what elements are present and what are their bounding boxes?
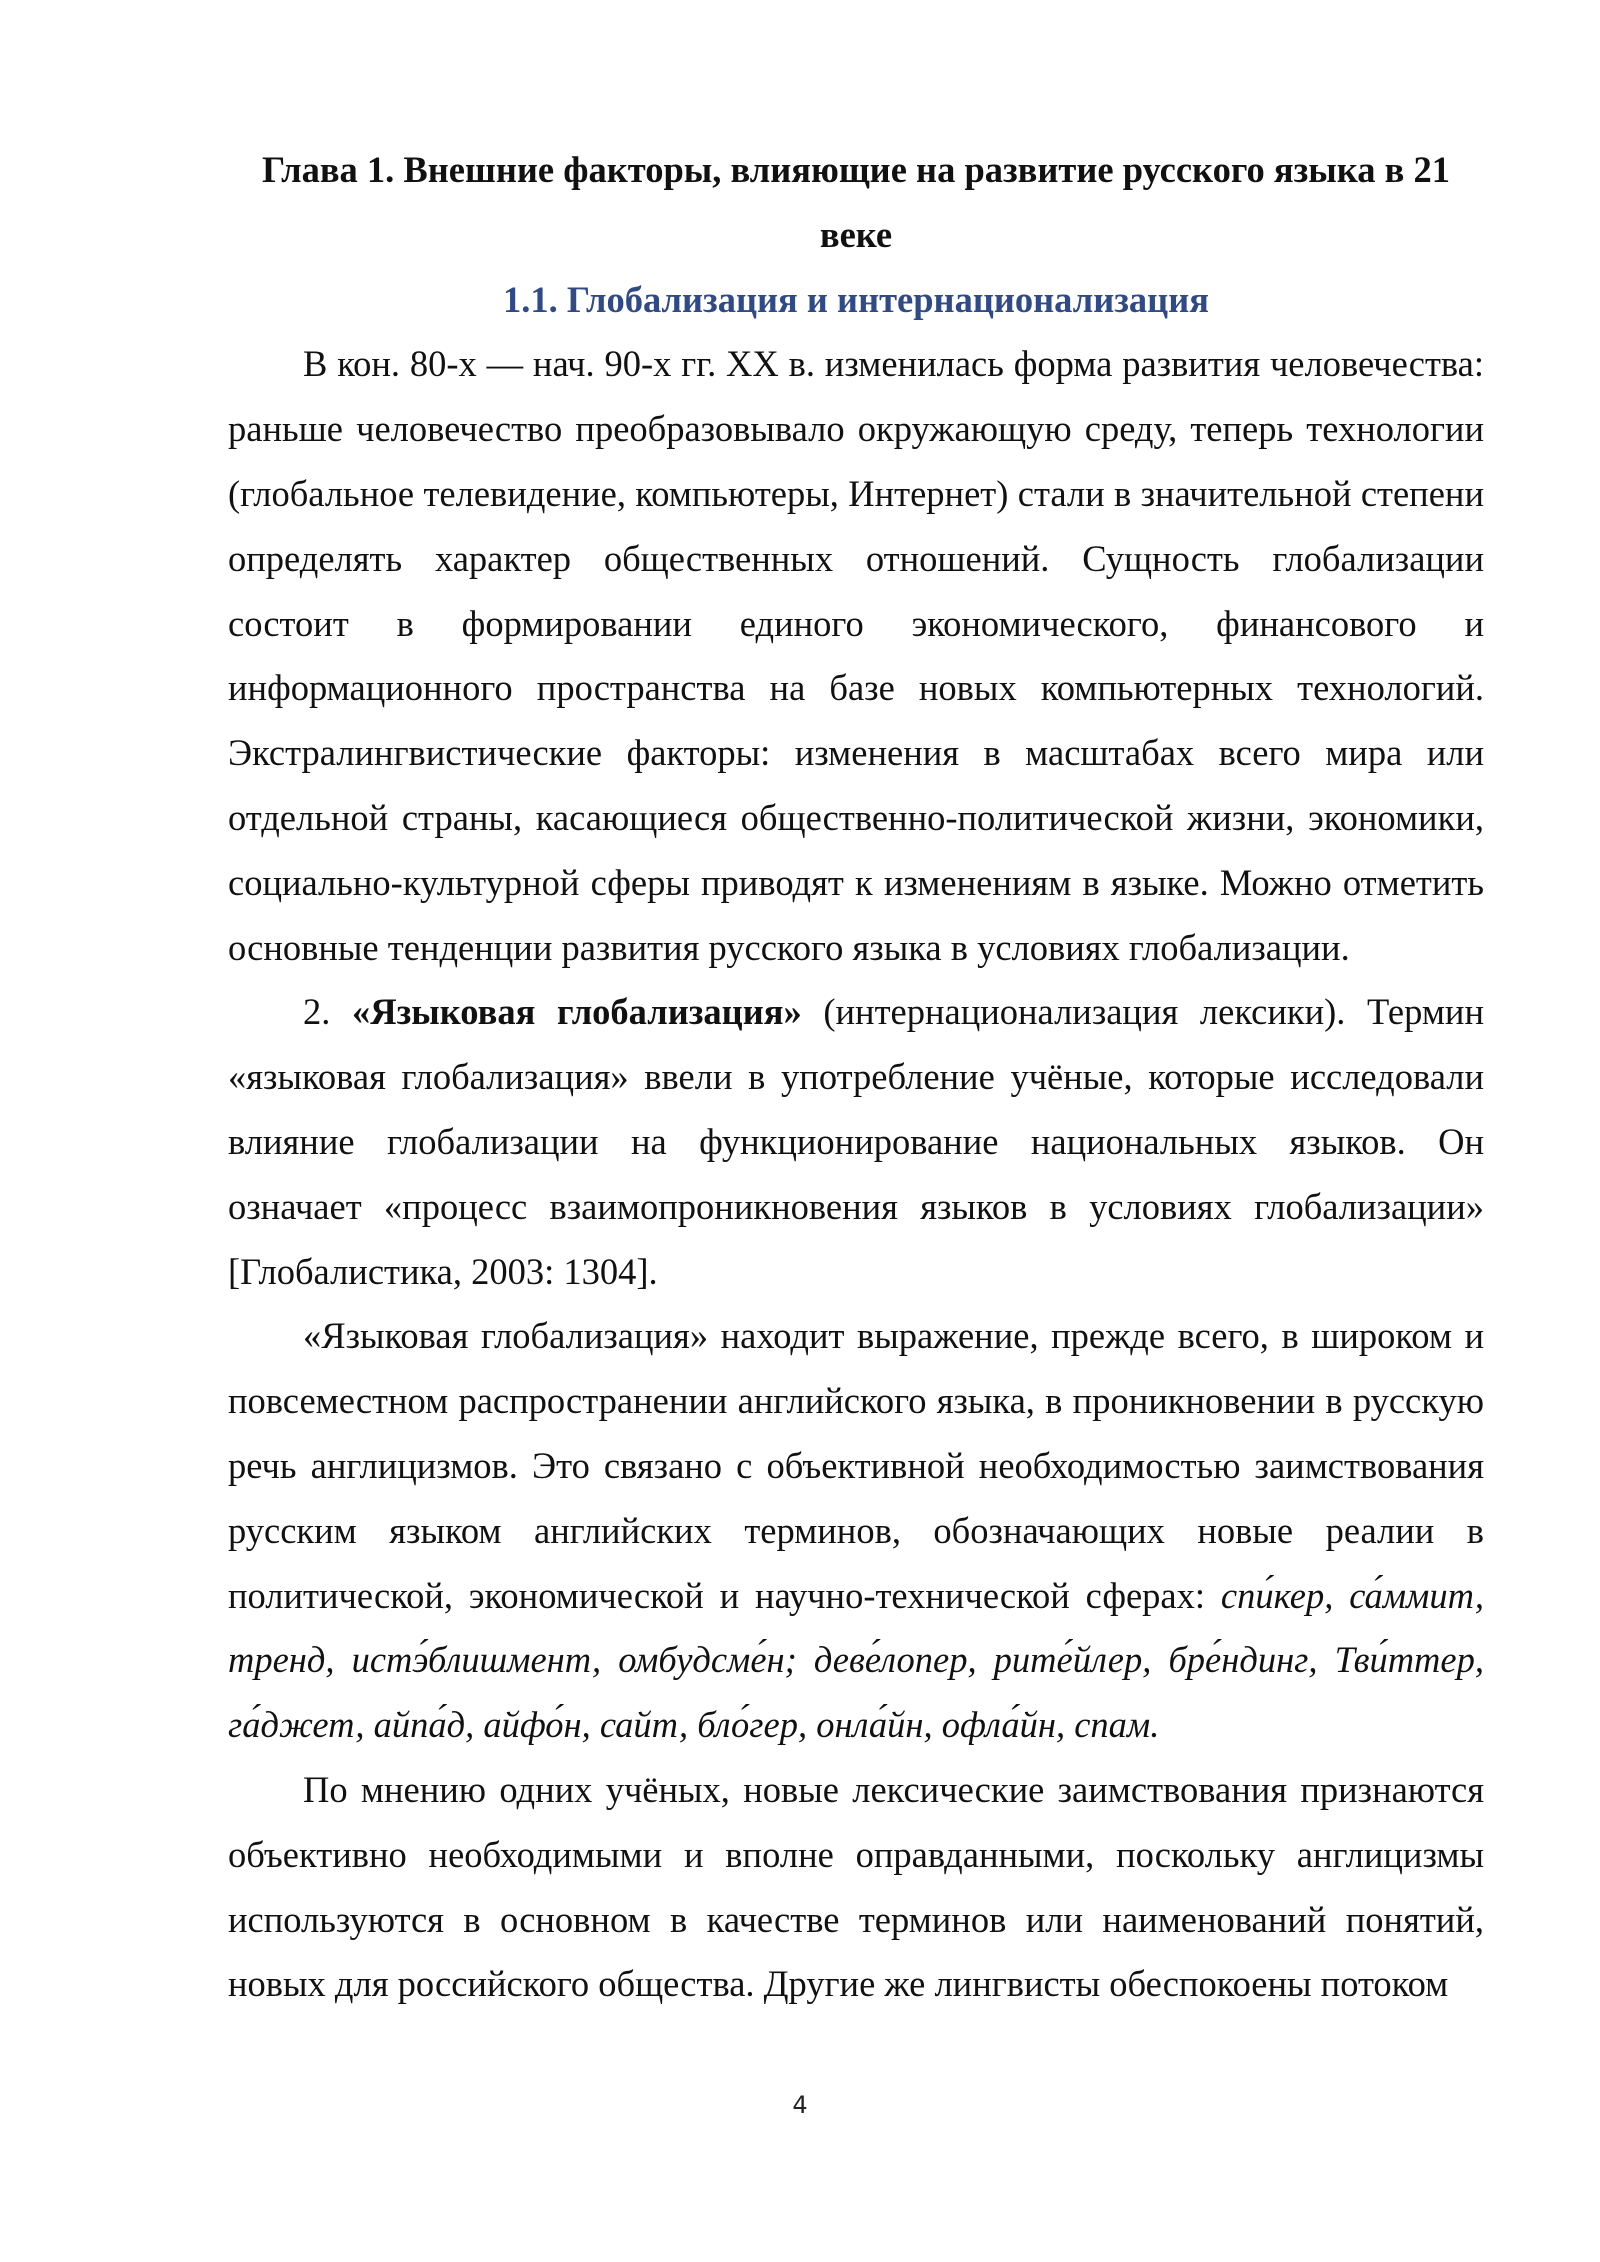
page-number: 4 (792, 2091, 808, 2119)
paragraph-3 (228, 1304, 1484, 1758)
paragraph-2-prefix: 2. (303, 991, 352, 1033)
section-title: 1.1. Глобализация и интернационализация (503, 278, 1209, 320)
loanword-examples: спи́кер, са́ммит, тренд, истэ́блишмент, омбудсме́н; деве́лопер, рите́йлер, бре́ндинг, Тви́ттер, га́джет, айпа́д, айфо́н, сайт, бло́гер, онла́йн, офла́йн, спам. (228, 1574, 1484, 1746)
paragraph-1: В кон. 80-х — нач. 90-х гг. XX в. изменилась форма развития человечества: раньше человечество преобразовывало окружающую среду, теперь технологии (глобальное телевидение, компьютеры, Интернет) стали в значительной степени определять характер общественных отношений. Сущность глобализации состоит в формировании единого экономического, финансового и информационного пространства на базе новых компьютерных технологий. Экстралингвистические факторы: изменения в масштабах всего мира или отдельной страны, касающиеся общественно-политической жизни, экономики, социально-культурной сферы приводят к изменениям в языке. Можно отметить основные тенденции развития русского языка в условиях глобализации. (228, 343, 1484, 968)
paragraph-3-text: «Языковая глобализация» находит выражение, прежде всего, в широком и повсеместном распространении английского языка, в проникновении в русскую речь англицизмов. Это связано с объективной необходимостью заимствования русским языком английских терминов, обозначающих новые реалии в политической, экономической и научно-технической сферах: (228, 1315, 1484, 1616)
paragraph-2 (228, 980, 1484, 1304)
paragraph-2-text: (интернационализация лексики). Термин «языковая глобализация» ввели в употребление учёные, которые исследовали влияние глобализации на функционирование национальных языков. Он означает «процесс взаимопроникновения языков в условиях глобализации» [Глобалистика, 2003: 1304]. (228, 991, 1484, 1292)
paragraph-4: По мнению одних учёных, новые лексические заимствования признаются объективно необходимыми и вполне оправданными, поскольку англицизмы используются в основном в качестве терминов или наименований понятий, новых для российского общества. Другие же лингвисты обеспокоены потоком (228, 1768, 1484, 2005)
chapter-title: Глава 1. Внешние факторы, влияющие на развитие русского языка в 21 веке (262, 149, 1450, 255)
page-content (228, 138, 1484, 2017)
term-language-globalization: «Языковая глобализация» (351, 991, 802, 1033)
